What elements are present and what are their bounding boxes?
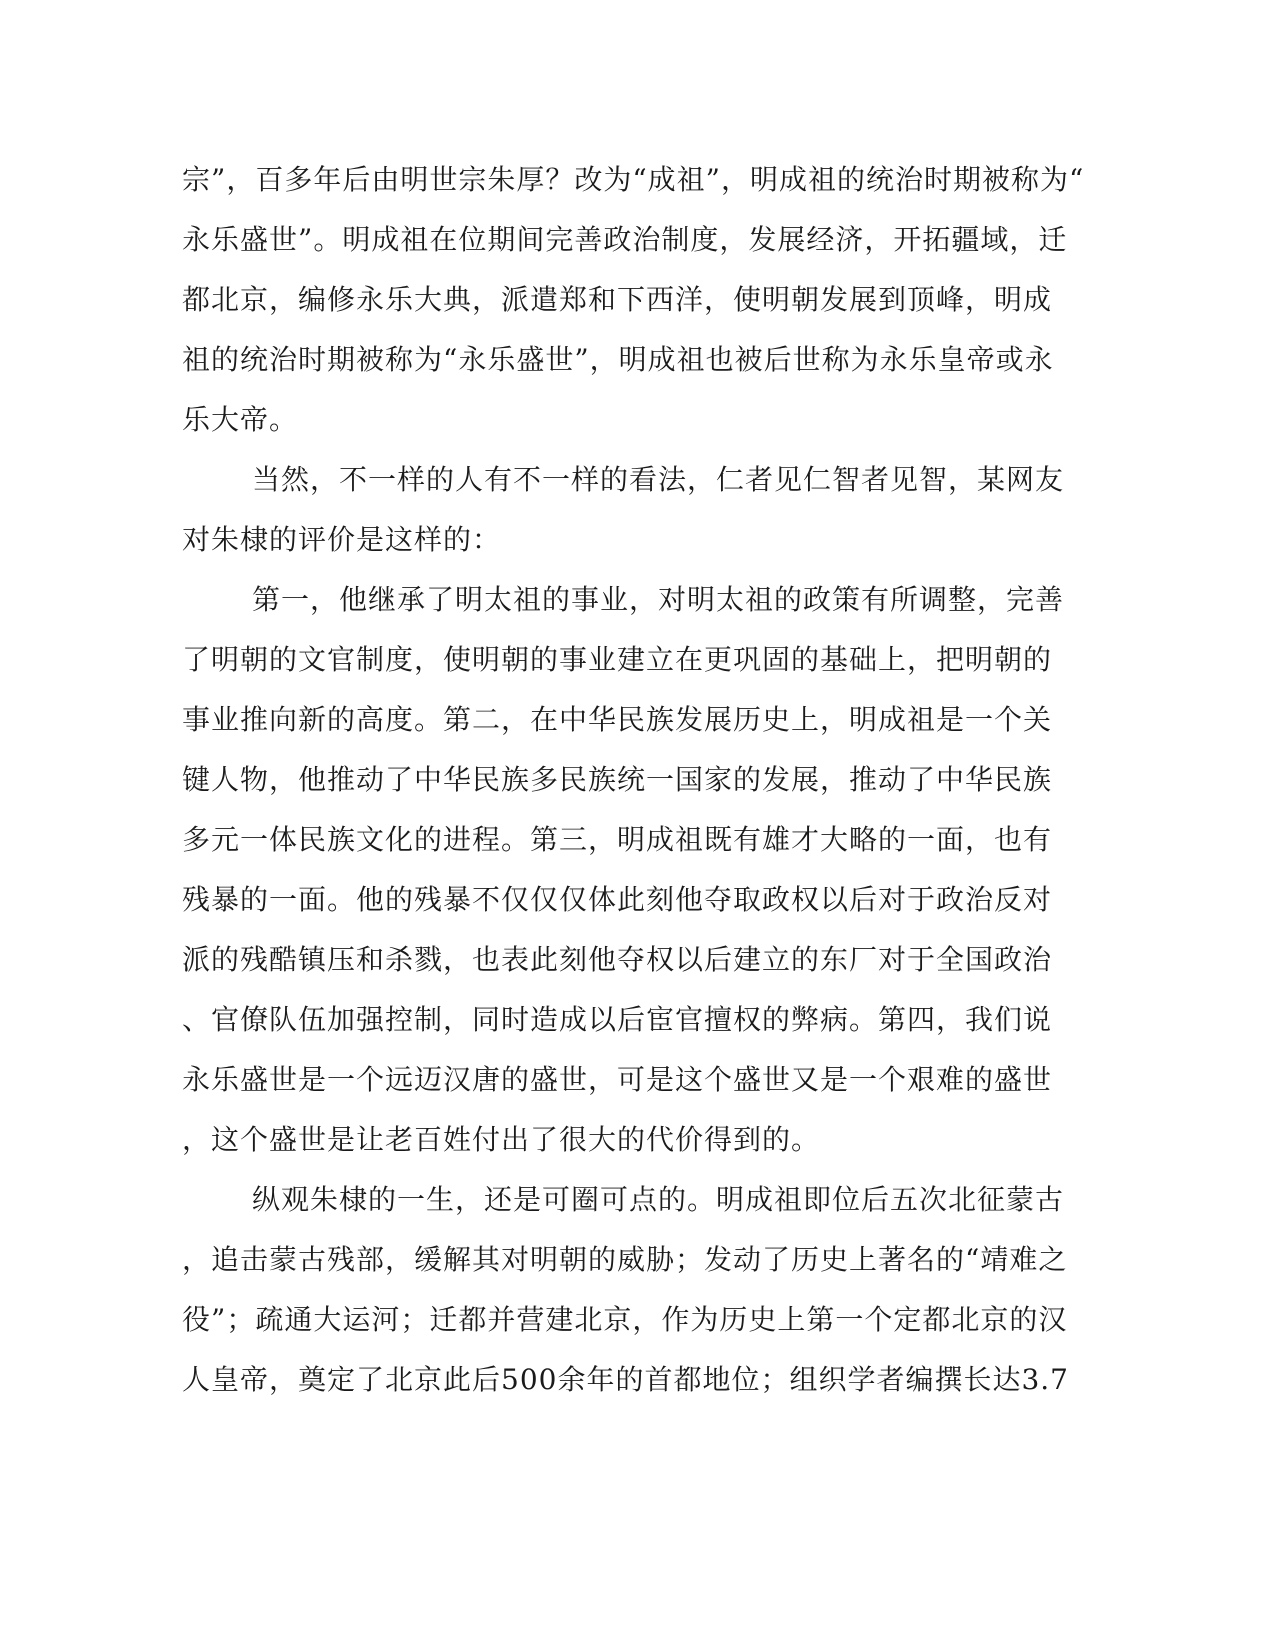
text-line: 派的残酷镇压和杀戮，也表此刻他夺权以后建立的东厂对于全国政治 xyxy=(182,943,1053,976)
text-line: 人皇帝，奠定了北京此后500余年的首都地位；组织学者编撰长达3.7 xyxy=(182,1363,1069,1396)
paragraph-first-line: 当然，不一样的人有不一样的看法，仁者见仁智者见智，某网友 xyxy=(252,463,1065,496)
text-line: 祖的统治时期被称为“永乐盛世”，明成祖也被后世称为永乐皇帝或永 xyxy=(182,343,1054,376)
text-line: ，追击蒙古残部，缓解其对明朝的威胁；发动了历史上著名的“靖难之 xyxy=(182,1243,1068,1276)
text-line: 役”；疏通大运河；迁都并营建北京，作为历史上第一个定都北京的汉 xyxy=(182,1303,1068,1336)
text-line: 都北京，编修永乐大典，派遣郑和下西洋，使明朝发展到顶峰，明成 xyxy=(182,283,1053,316)
text-line: 了明朝的文官制度，使明朝的事业建立在更巩固的基础上，把明朝的 xyxy=(182,643,1053,676)
text-line: 永乐盛世是一个远迈汉唐的盛世，可是这个盛世又是一个艰难的盛世 xyxy=(182,1063,1053,1096)
text-line: ，这个盛世是让老百姓付出了很大的代价得到的。 xyxy=(182,1123,821,1156)
text-line: 多元一体民族文化的进程。第三，明成祖既有雄才大略的一面，也有 xyxy=(182,823,1053,856)
text-line: 宗”，百多年后由明世宗朱厚？改为“成祖”，明成祖的统治时期被称为“ xyxy=(182,163,1085,196)
text-line: 对朱棣的评价是这样的： xyxy=(182,523,502,556)
paragraph-first-line: 第一，他继承了明太祖的事业，对明太祖的政策有所调整，完善 xyxy=(252,583,1065,616)
text-line: 键人物，他推动了中华民族多民族统一国家的发展，推动了中华民族 xyxy=(182,763,1053,796)
text-line: 残暴的一面。他的残暴不仅仅仅体此刻他夺取政权以后对于政治反对 xyxy=(182,883,1053,916)
paragraph-first-line: 纵观朱棣的一生，还是可圈可点的。明成祖即位后五次北征蒙古 xyxy=(252,1183,1065,1216)
text-line: 事业推向新的高度。第二，在中华民族发展历史上，明成祖是一个关 xyxy=(182,703,1053,736)
text-line: 、官僚队伍加强控制，同时造成以后宦官擅权的弊病。第四，我们说 xyxy=(182,1003,1053,1036)
text-line: 乐大帝。 xyxy=(182,403,299,436)
text-line: 永乐盛世”。明成祖在位期间完善政治制度，发展经济，开拓疆域，迁 xyxy=(182,223,1068,256)
body-text xyxy=(182,150,1085,1410)
